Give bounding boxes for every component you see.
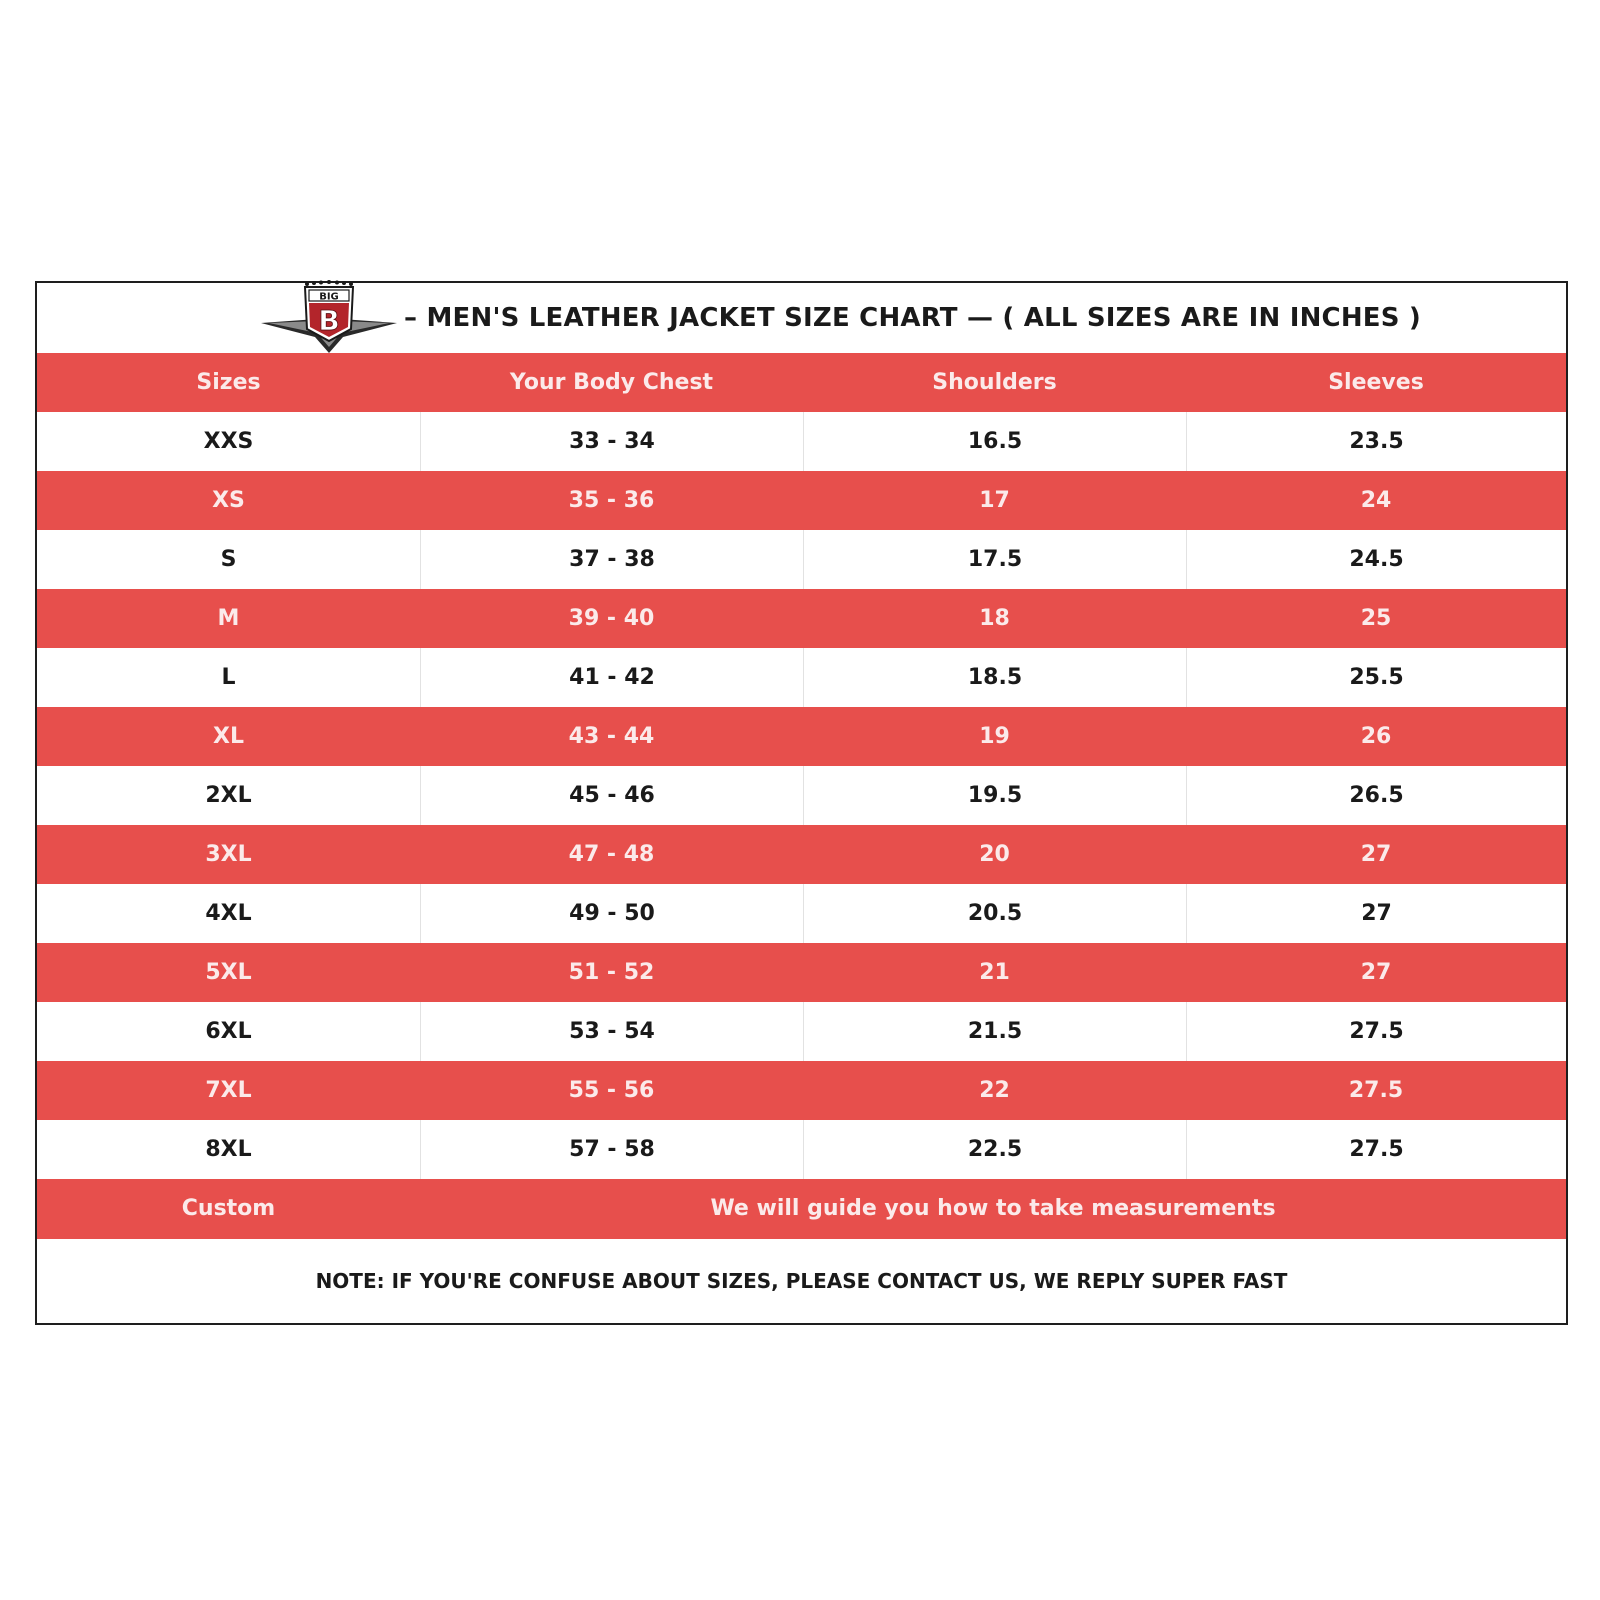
sleeves-cell: 27.5 bbox=[1186, 1061, 1566, 1120]
chest-cell: 43 - 44 bbox=[420, 707, 803, 766]
custom-row bbox=[37, 1179, 1566, 1239]
sleeves-cell: 25.5 bbox=[1186, 648, 1566, 707]
chest-cell: 49 - 50 bbox=[420, 884, 803, 943]
contact-note: NOTE: IF YOU'RE CONFUSE ABOUT SIZES, PLEASE CONTACT US, WE REPLY SUPER FAST bbox=[315, 1269, 1288, 1293]
chest-cell: 53 - 54 bbox=[420, 1002, 803, 1061]
logo-b-letter: B bbox=[318, 304, 340, 337]
size-cell: 4XL bbox=[37, 884, 420, 943]
shoulders-cell: 21 bbox=[803, 943, 1186, 1002]
shoulders-cell: 17.5 bbox=[803, 530, 1186, 589]
chest-cell: 45 - 46 bbox=[420, 766, 803, 825]
col-header-shoulders: Shoulders bbox=[803, 353, 1186, 412]
big-b-logo bbox=[259, 279, 399, 355]
sleeves-cell: 27 bbox=[1186, 943, 1566, 1002]
sleeves-cell: 26 bbox=[1186, 707, 1566, 766]
size-cell: 3XL bbox=[37, 825, 420, 884]
size-cell: M bbox=[37, 589, 420, 648]
chest-cell: 35 - 36 bbox=[420, 471, 803, 530]
shoulders-cell: 21.5 bbox=[803, 1002, 1186, 1061]
size-cell: XS bbox=[37, 471, 420, 530]
shoulders-cell: 20 bbox=[803, 825, 1186, 884]
size-chart bbox=[35, 281, 1568, 1325]
sleeves-cell: 25 bbox=[1186, 589, 1566, 648]
chest-cell: 39 - 40 bbox=[420, 589, 803, 648]
shoulders-cell: 22.5 bbox=[803, 1120, 1186, 1179]
shoulders-cell: 22 bbox=[803, 1061, 1186, 1120]
size-cell: 7XL bbox=[37, 1061, 420, 1120]
size-cell: L bbox=[37, 648, 420, 707]
shoulders-cell: 17 bbox=[803, 471, 1186, 530]
chest-cell: 37 - 38 bbox=[420, 530, 803, 589]
shoulders-cell: 19 bbox=[803, 707, 1186, 766]
size-cell: XXS bbox=[37, 412, 420, 471]
sleeves-cell: 27.5 bbox=[1186, 1120, 1566, 1179]
custom-label: Custom bbox=[181, 1196, 276, 1221]
shoulders-cell: 18 bbox=[803, 589, 1186, 648]
sleeves-cell: 27 bbox=[1186, 825, 1566, 884]
chest-cell: 51 - 52 bbox=[420, 943, 803, 1002]
title-row bbox=[37, 283, 1566, 353]
size-table bbox=[37, 353, 1566, 1179]
custom-text: We will guide you how to take measurements bbox=[710, 1196, 1276, 1221]
logo-big-text: BIG bbox=[319, 291, 339, 303]
sleeves-cell: 26.5 bbox=[1186, 766, 1566, 825]
shoulders-cell: 16.5 bbox=[803, 412, 1186, 471]
chest-cell: 57 - 58 bbox=[420, 1120, 803, 1179]
chest-cell: 33 - 34 bbox=[420, 412, 803, 471]
chest-cell: 47 - 48 bbox=[420, 825, 803, 884]
sleeves-cell: 24 bbox=[1186, 471, 1566, 530]
size-cell: 6XL bbox=[37, 1002, 420, 1061]
shoulders-cell: 20.5 bbox=[803, 884, 1186, 943]
sleeves-cell: 24.5 bbox=[1186, 530, 1566, 589]
size-cell: 8XL bbox=[37, 1120, 420, 1179]
col-header-sleeves: Sleeves bbox=[1186, 353, 1566, 412]
size-cell: 5XL bbox=[37, 943, 420, 1002]
shoulders-cell: 18.5 bbox=[803, 648, 1186, 707]
shoulders-cell: 19.5 bbox=[803, 766, 1186, 825]
chest-cell: 55 - 56 bbox=[420, 1061, 803, 1120]
size-cell: XL bbox=[37, 707, 420, 766]
size-cell: S bbox=[37, 530, 420, 589]
sleeves-cell: 23.5 bbox=[1186, 412, 1566, 471]
chart-title: – MEN'S LEATHER JACKET SIZE CHART — ( ALL SIZES ARE IN INCHES ) bbox=[404, 303, 1422, 333]
sleeves-cell: 27 bbox=[1186, 884, 1566, 943]
chest-cell: 41 - 42 bbox=[420, 648, 803, 707]
size-cell: 2XL bbox=[37, 766, 420, 825]
col-header-chest: Your Body Chest bbox=[420, 353, 803, 412]
col-header-sizes: Sizes bbox=[37, 353, 420, 412]
sleeves-cell: 27.5 bbox=[1186, 1002, 1566, 1061]
